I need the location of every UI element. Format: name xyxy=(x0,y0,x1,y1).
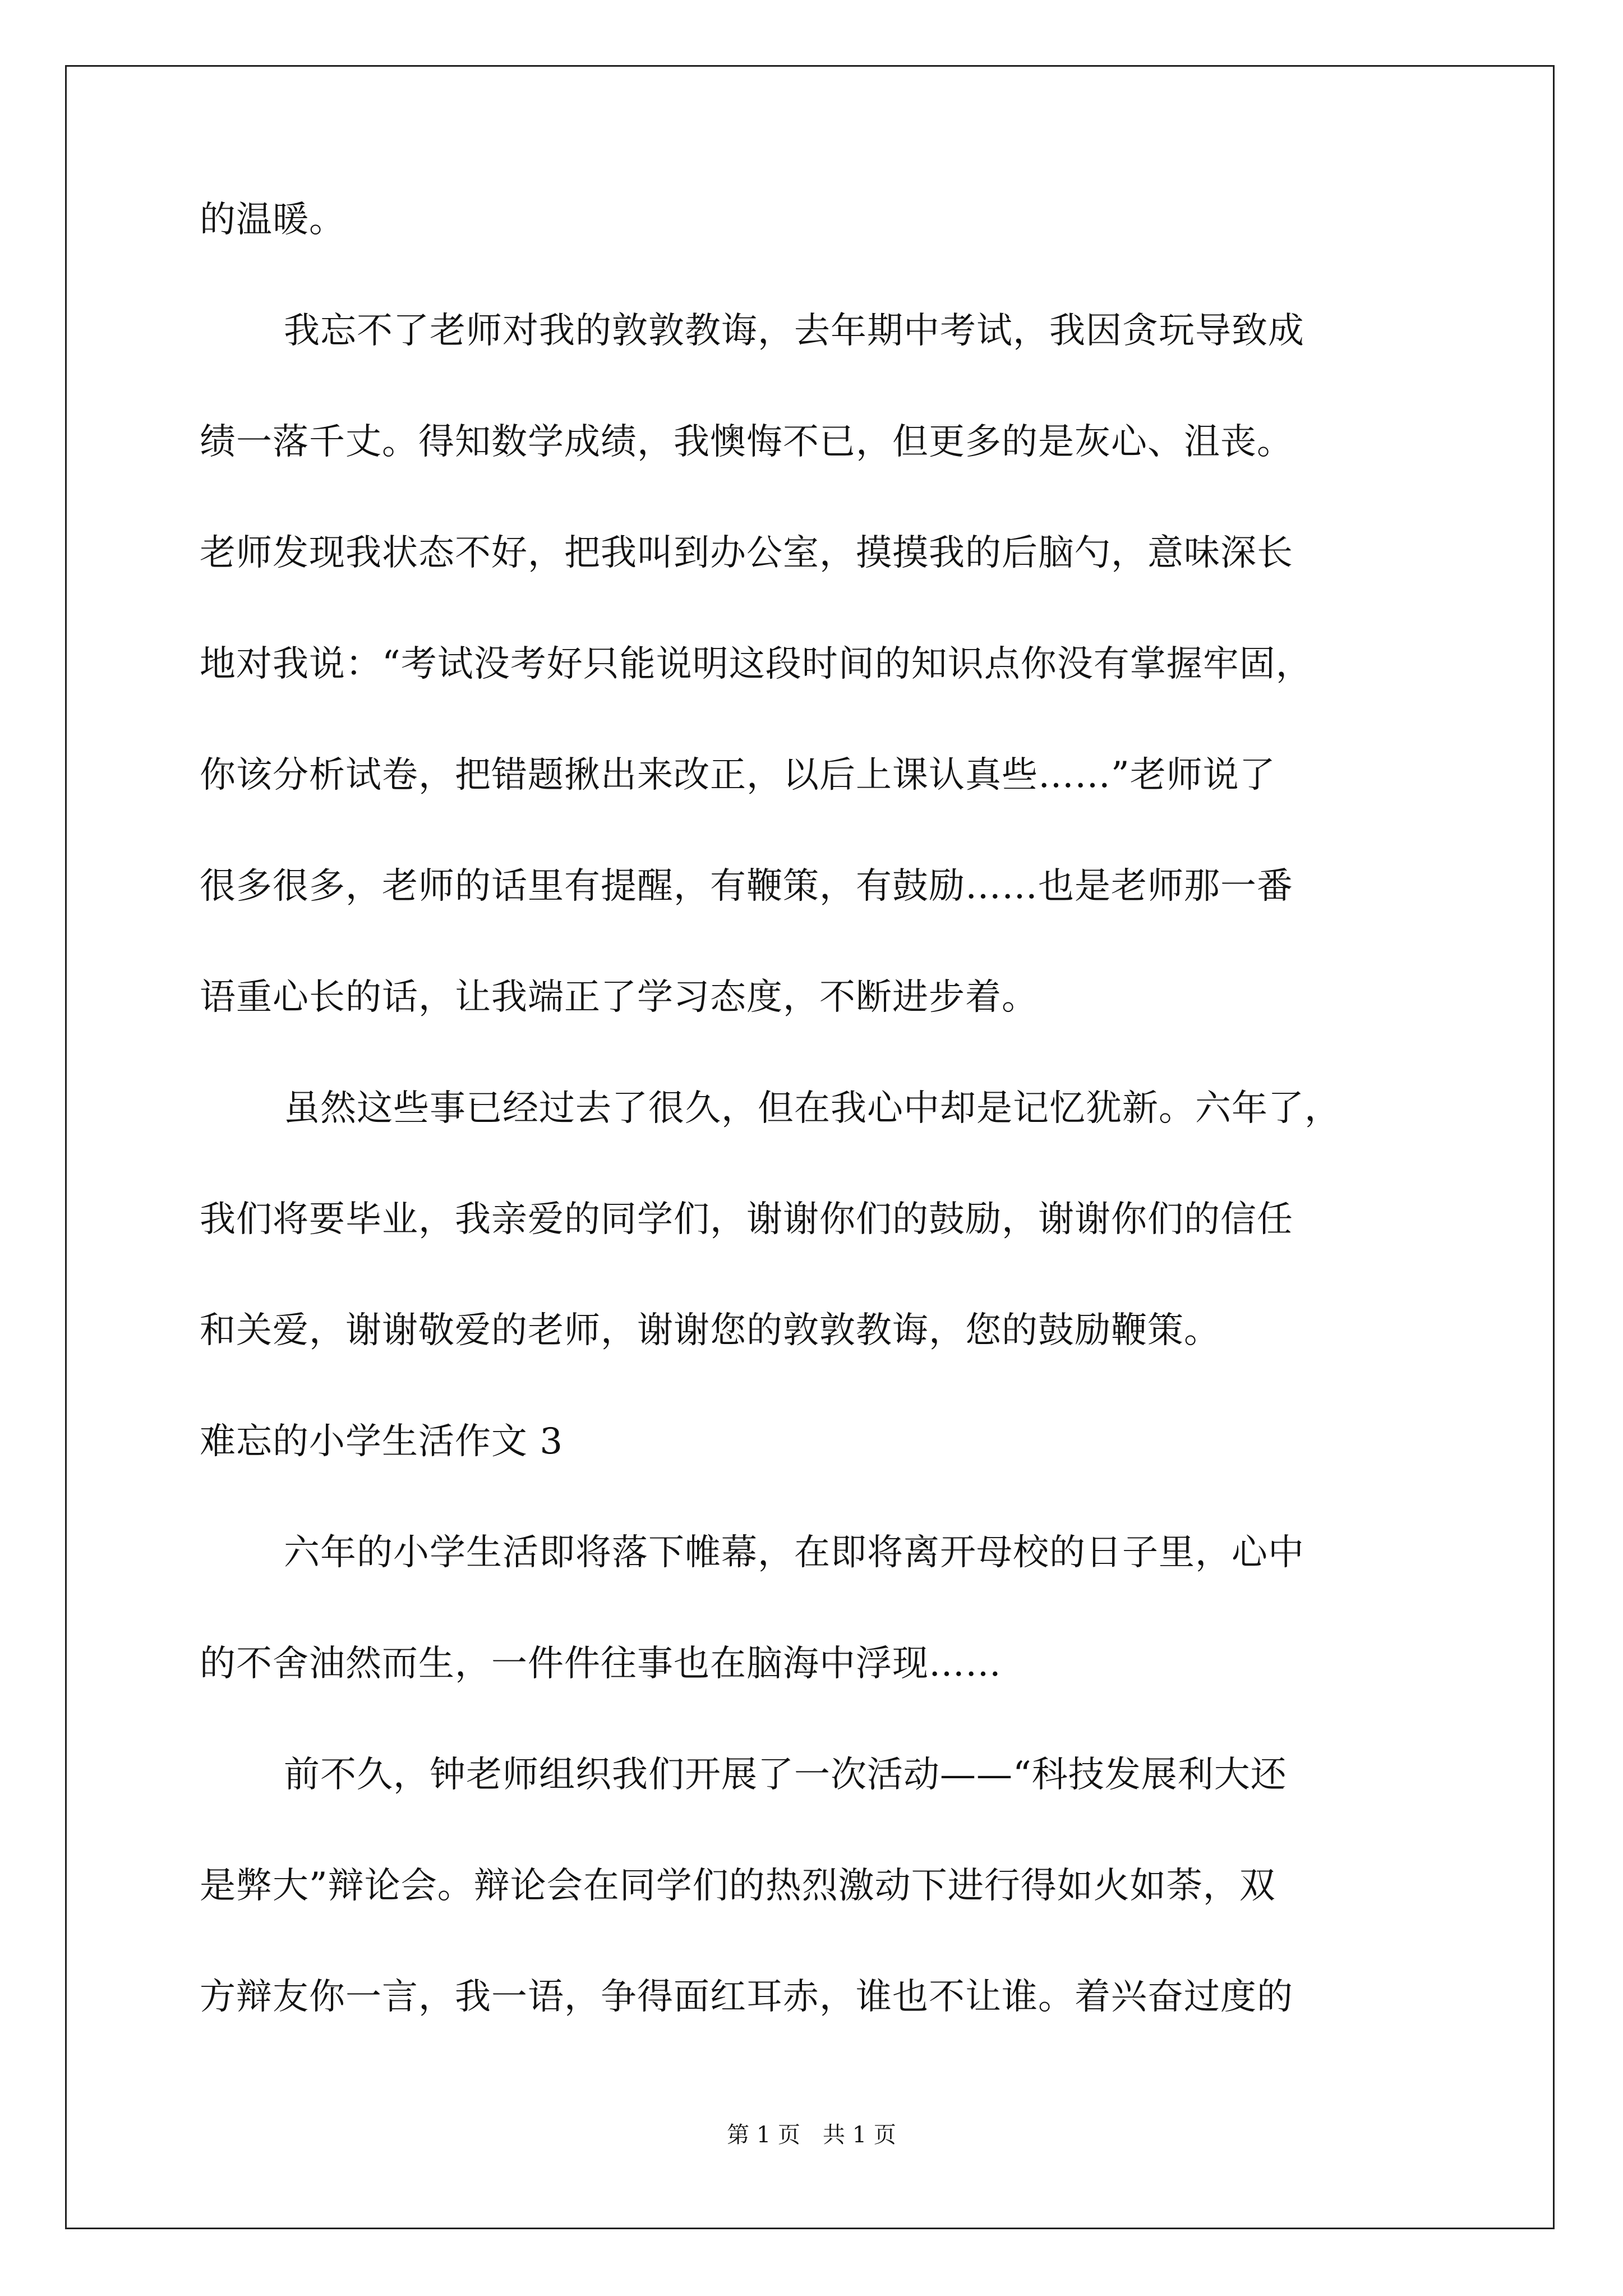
page-number-footer: 第 1 页 共 1 页 xyxy=(727,2122,896,2148)
text-line: 绩一落千丈。得知数学成绩，我懊悔不已，但更多的是灰心、沮丧。 xyxy=(200,421,1293,463)
text-line: 地对我说：“考试没考好只能说明这段时间的知识点你没有掌握牢固， xyxy=(200,643,1312,685)
text-line: 很多很多，老师的话里有提醒，有鞭策，有鼓励……也是老师那一番 xyxy=(200,866,1293,907)
text-line: 老师发现我状态不好，把我叫到办公室，摸摸我的后脑勺，意味深长 xyxy=(200,532,1293,574)
text-line: 的不舍油然而生，一件件往事也在脑海中浮现…… xyxy=(200,1643,1002,1685)
paragraph-first-line: 六年的小学生活即将落下帷幕，在即将离开母校的日子里，心中 xyxy=(284,1532,1304,1573)
paragraph-first-line: 我忘不了老师对我的敦敦教诲，去年期中考试，我因贪玩导致成 xyxy=(284,310,1304,352)
paragraph-first-line: 虽然这些事已经过去了很久，但在我心中却是记忆犹新。六年了， xyxy=(284,1088,1341,1129)
text-line: 我们将要毕业，我亲爱的同学们，谢谢你们的鼓励，谢谢你们的信任 xyxy=(200,1199,1293,1240)
text-line: 的温暖。 xyxy=(200,199,345,241)
text-line: 是弊大”辩论会。辩论会在同学们的热烈激动下进行得如火如荼，双 xyxy=(200,1865,1276,1907)
text-line: 你该分析试卷，把错题揪出来改正，以后上课认真些……”老师说了 xyxy=(200,754,1276,796)
text-line: 和关爱，谢谢敬爱的老师，谢谢您的敦敦教诲，您的鼓励鞭策。 xyxy=(200,1310,1220,1351)
paragraph-first-line: 前不久，钟老师组织我们开展了一次活动——“科技发展利大还 xyxy=(284,1754,1287,1796)
text-line: 语重心长的话，让我端正了学习态度，不断进步着。 xyxy=(200,977,1038,1018)
section-heading: 难忘的小学生活作文 3 xyxy=(200,1421,564,1462)
text-line: 方辩友你一言，我一语，争得面红耳赤，谁也不让谁。着兴奋过度的 xyxy=(200,1976,1293,2018)
